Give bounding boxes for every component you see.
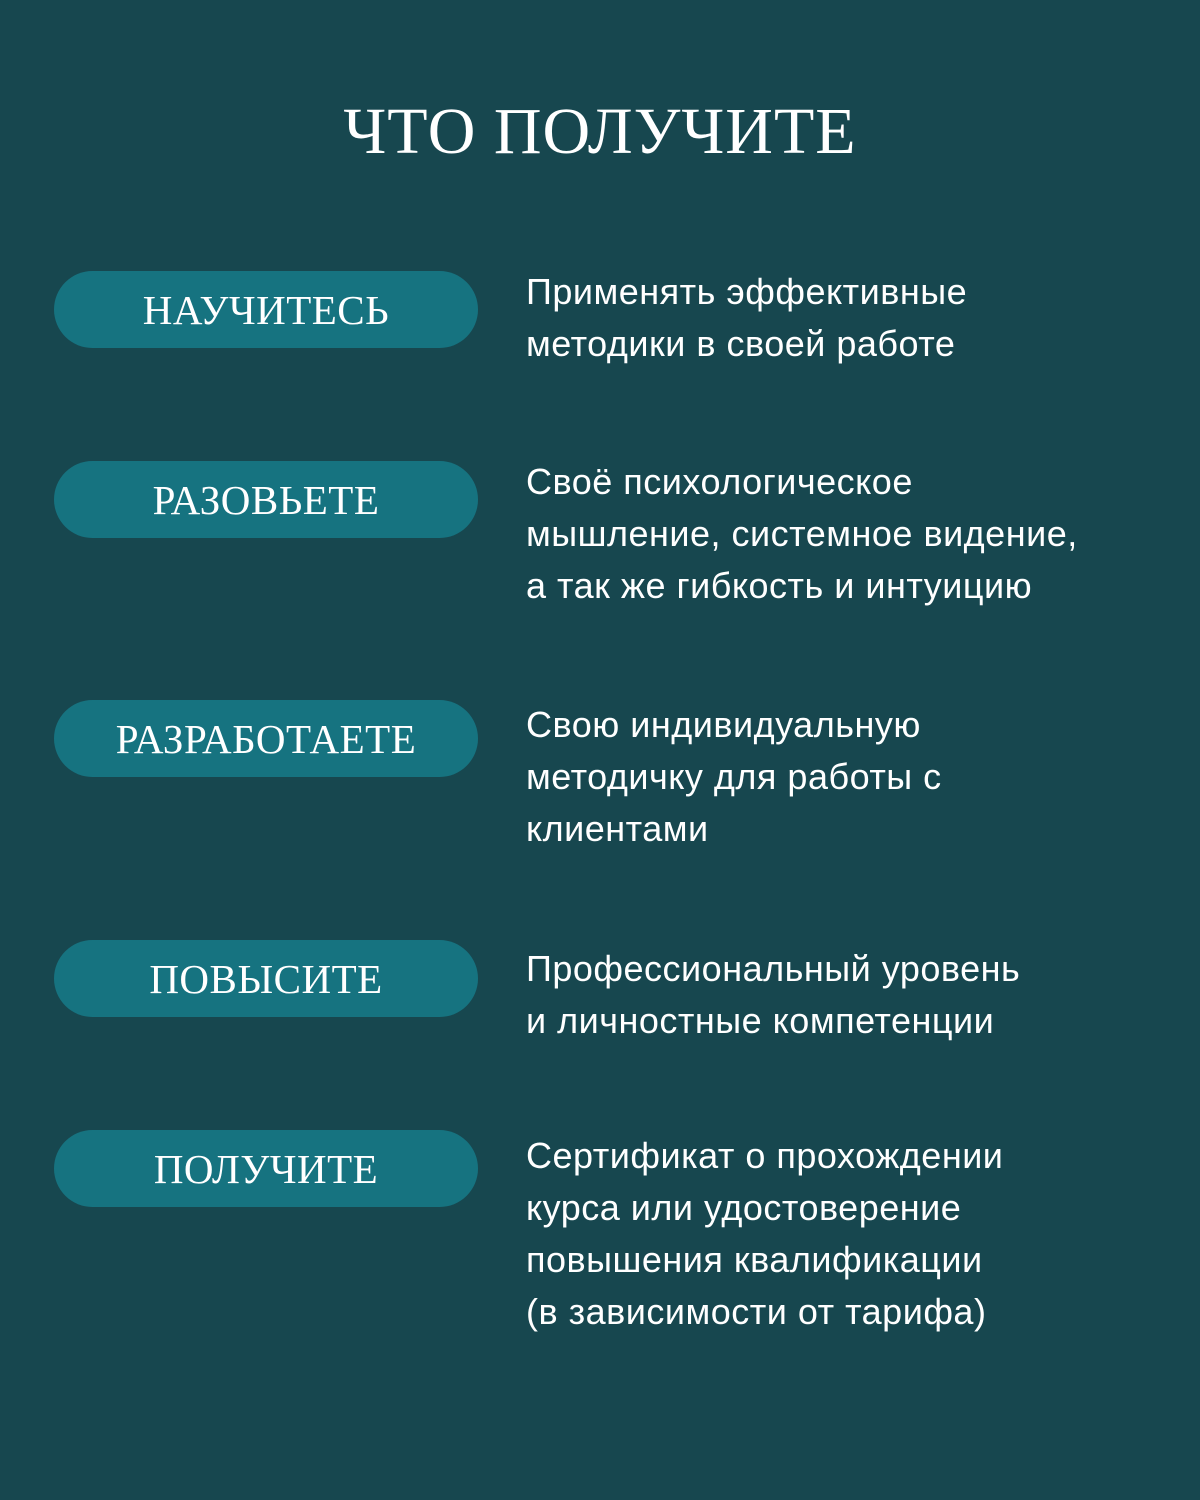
benefit-label-pill: НАУЧИТЕСЬ bbox=[54, 271, 478, 348]
description-line: клиентами bbox=[526, 808, 709, 849]
description-line: методики в своей работе bbox=[526, 323, 956, 364]
description-line: курса или удостоверение bbox=[526, 1187, 962, 1228]
benefit-label-pill: РАЗРАБОТАЕТЕ bbox=[54, 700, 478, 777]
benefit-description bbox=[526, 266, 1186, 370]
benefit-description bbox=[526, 1130, 1186, 1338]
page-title: ЧТО ПОЛУЧИТЕ bbox=[343, 95, 857, 168]
description-line: мышление, системное видение, bbox=[526, 513, 1078, 554]
description-line: Своё психологическое bbox=[526, 461, 913, 502]
description-line: Сертификат о прохождении bbox=[526, 1135, 1004, 1176]
description-line: и личностные компетенции bbox=[526, 1000, 995, 1041]
benefit-label-pill: ПОВЫСИТЕ bbox=[54, 940, 478, 1017]
benefit-description bbox=[526, 699, 1186, 855]
description-line: повышения квалификации bbox=[526, 1239, 983, 1280]
description-line: методичку для работы с bbox=[526, 756, 942, 797]
description-line: Свою индивидуальную bbox=[526, 704, 921, 745]
benefit-description bbox=[526, 943, 1186, 1047]
description-line: Профессиональный уровень bbox=[526, 948, 1021, 989]
benefit-description bbox=[526, 456, 1186, 612]
benefit-label-pill: РАЗОВЬЕТЕ bbox=[54, 461, 478, 538]
description-line: Применять эффективные bbox=[526, 271, 968, 312]
benefit-label-pill: ПОЛУЧИТЕ bbox=[54, 1130, 478, 1207]
description-line: (в зависимости от тарифа) bbox=[526, 1291, 987, 1332]
description-line: а так же гибкость и интуицию bbox=[526, 565, 1033, 606]
